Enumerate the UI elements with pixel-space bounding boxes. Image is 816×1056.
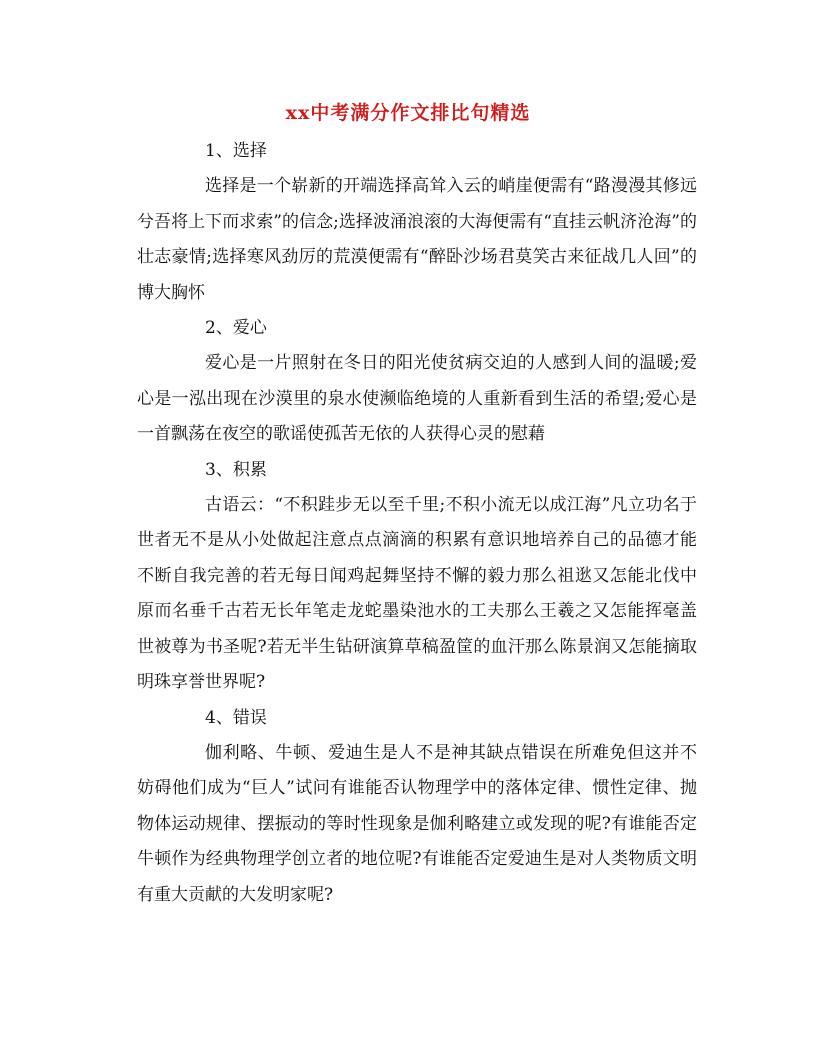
section-accumulation bbox=[137, 453, 697, 701]
document-content bbox=[137, 134, 697, 913]
section-heading: 4、错误 bbox=[205, 707, 267, 728]
section-paragraph: 选择是一个崭新的开端选择高耸入云的峭崖便需有“路漫漫其修远兮吾将上下而求索”的信念;选择波涌浪滚的大海便需有“直挂云帆济沧海”的壮志豪情;选择寒风劲厉的荒漠便需有“醉卧沙场君莫笑古来征战几人回”的博大胸怀 bbox=[137, 176, 697, 303]
section-choice bbox=[137, 134, 697, 311]
section-heading: 2、爱心 bbox=[205, 318, 267, 338]
section-mistakes bbox=[137, 701, 697, 914]
section-love bbox=[137, 311, 697, 453]
section-paragraph: 爱心是一片照射在冬日的阳光使贫病交迫的人感到人间的温暖;爱心是一泓出现在沙漠里的泉水使濒临绝境的人重新看到生活的希望;爱心是一首飘荡在夜空的歌谣使孤苦无依的人获得心灵的慰藉 bbox=[137, 353, 697, 444]
section-paragraph: 古语云：“不积跬步无以至千里;不积小流无以成江海”凡立功名于世者无不是从小处做起注意点点滴滴的积累有意识地培养自己的品德才能不断自我完善的若无每日闻鸡起舞坚持不懈的毅力那么祖逖又怎能北伐中原而名垂千古若无长年笔走龙蛇墨染池水的工夫那么王羲之又怎能挥毫盖世被尊为书圣呢?若无半生钻研演算草稿盈筐的血汗那么陈景润又怎能摘取明珠享誉世界呢? bbox=[137, 494, 697, 692]
section-heading: 1、选择 bbox=[205, 141, 267, 161]
document-title: xx中考满分作文排比句精选 bbox=[285, 102, 531, 124]
section-heading: 3、积累 bbox=[205, 459, 267, 480]
section-paragraph: 伽利略、牛顿、爱迪生是人不是神其缺点错误在所难免但这并不妨碍他们成为“巨人”试问有谁能否认物理学中的落体定律、惯性定律、抛物体运动规律、摆振动的等时性现象是伽利略建立或发现的呢?有谁能否定牛顿作为经典物理学创立者的地位呢?有谁能否定爱迪生是对人类物质文明有重大贡献的大发明家呢? bbox=[137, 742, 697, 905]
